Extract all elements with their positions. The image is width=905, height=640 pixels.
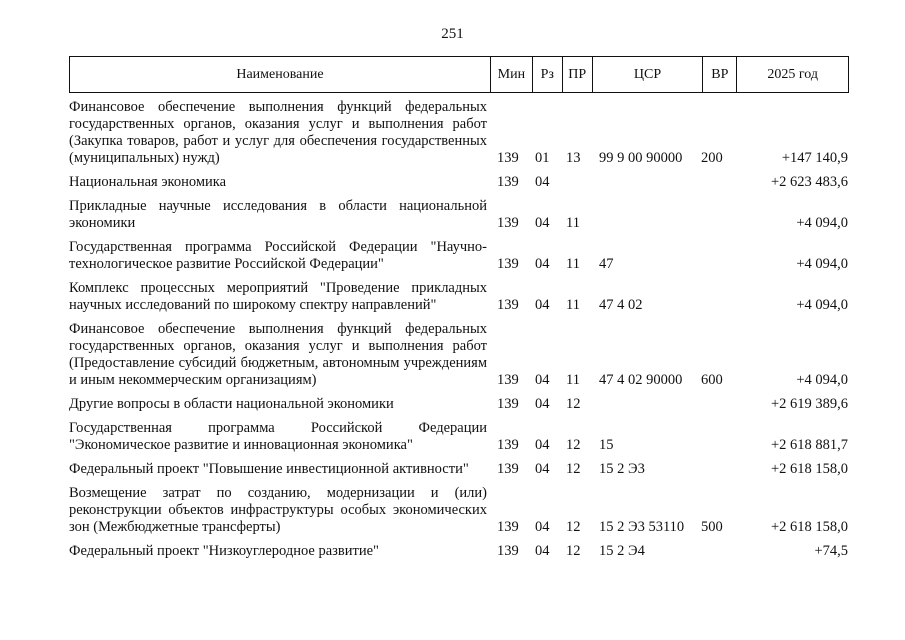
row-csr: 15 2 Э3 53110 bbox=[599, 519, 685, 535]
row-min: 139 bbox=[497, 396, 519, 412]
row-csr: 15 2 Э3 bbox=[599, 461, 645, 477]
column-header-vr: ВР bbox=[703, 57, 737, 92]
row-value-2025: +4 094,0 bbox=[796, 215, 848, 231]
row-rz: 04 bbox=[535, 297, 550, 313]
row-rz: 04 bbox=[535, 372, 550, 388]
row-rz: 04 bbox=[535, 519, 550, 535]
row-min: 139 bbox=[497, 256, 519, 272]
row-pr: 12 bbox=[566, 543, 581, 559]
row-value-2025: +2 618 158,0 bbox=[770, 519, 848, 535]
table-body bbox=[69, 99, 854, 567]
row-value-2025: +2 618 881,7 bbox=[770, 437, 848, 453]
row-pr: 12 bbox=[566, 519, 581, 535]
row-min: 139 bbox=[497, 215, 519, 231]
row-pr: 12 bbox=[566, 396, 581, 412]
table-row bbox=[69, 461, 854, 478]
table-row bbox=[69, 198, 854, 232]
row-pr: 12 bbox=[566, 437, 581, 453]
column-header-csr: ЦСР bbox=[593, 57, 704, 92]
column-header-rz: Рз bbox=[533, 57, 563, 92]
row-name: Комплекс процессных мероприятий "Проведение прикладных научных исследований по широкому спектру направлений" bbox=[69, 280, 487, 313]
row-min: 139 bbox=[497, 297, 519, 313]
row-value-2025: +4 094,0 bbox=[796, 297, 848, 313]
row-min: 139 bbox=[497, 519, 519, 535]
table-row bbox=[69, 420, 854, 454]
row-value-2025: +4 094,0 bbox=[796, 256, 848, 272]
row-pr: 13 bbox=[566, 150, 581, 166]
row-csr: 47 bbox=[599, 256, 614, 272]
row-rz: 01 bbox=[535, 150, 550, 166]
row-name: Государственная программа Российской Федерации "Научно-технологическое развитие Российской Федерации" bbox=[69, 239, 487, 272]
table-row bbox=[69, 174, 854, 191]
row-csr: 47 4 02 bbox=[599, 297, 643, 313]
row-name: Национальная экономика bbox=[69, 174, 227, 190]
table-row bbox=[69, 396, 854, 413]
row-rz: 04 bbox=[535, 256, 550, 272]
table-row bbox=[69, 321, 854, 389]
row-name: Финансовое обеспечение выполнения функций федеральных государственных органов, оказания услуг и выполнения работ (Предоставление субсидий бюджетным, автономным учреждениям и иным некоммерческим организациям) bbox=[69, 321, 487, 388]
row-pr: 11 bbox=[566, 215, 580, 231]
table-row bbox=[69, 99, 854, 167]
row-pr: 12 bbox=[566, 461, 581, 477]
column-header-min: Мин bbox=[491, 57, 533, 92]
page-number: 251 bbox=[441, 26, 464, 42]
row-rz: 04 bbox=[535, 396, 550, 412]
row-vr: 600 bbox=[701, 372, 723, 388]
row-csr: 15 2 Э4 bbox=[599, 543, 645, 559]
row-min: 139 bbox=[497, 461, 519, 477]
row-vr: 500 bbox=[701, 519, 723, 535]
row-name: Возмещение затрат по созданию, модернизации и (или) реконструкции объектов инфраструктуры особых экономических зон (Межбюджетные трансферты) bbox=[69, 485, 487, 535]
table-header bbox=[69, 56, 849, 93]
row-min: 139 bbox=[497, 437, 519, 453]
table-row bbox=[69, 485, 854, 536]
row-value-2025: +4 094,0 bbox=[796, 372, 848, 388]
row-min: 139 bbox=[497, 372, 519, 388]
row-vr: 200 bbox=[701, 150, 723, 166]
row-value-2025: +2 623 483,6 bbox=[770, 174, 848, 190]
row-pr: 11 bbox=[566, 256, 580, 272]
table-row bbox=[69, 280, 854, 314]
row-value-2025: +147 140,9 bbox=[781, 150, 848, 166]
row-rz: 04 bbox=[535, 215, 550, 231]
row-name: Другие вопросы в области национальной экономики bbox=[69, 396, 394, 412]
row-csr: 15 bbox=[599, 437, 614, 453]
row-rz: 04 bbox=[535, 437, 550, 453]
row-csr: 47 4 02 90000 bbox=[599, 372, 683, 388]
row-value-2025: +74,5 bbox=[814, 543, 848, 559]
row-name: Федеральный проект "Повышение инвестиционной активности" bbox=[69, 461, 469, 477]
row-pr: 11 bbox=[566, 372, 580, 388]
row-csr: 99 9 00 90000 bbox=[599, 150, 683, 166]
row-value-2025: +2 619 389,6 bbox=[770, 396, 848, 412]
column-header-name: Наименование bbox=[70, 57, 491, 92]
row-min: 139 bbox=[497, 150, 519, 166]
table-row bbox=[69, 239, 854, 273]
row-rz: 04 bbox=[535, 174, 550, 190]
row-name: Федеральный проект "Низкоуглеродное развитие" bbox=[69, 543, 379, 559]
row-rz: 04 bbox=[535, 543, 550, 559]
row-rz: 04 bbox=[535, 461, 550, 477]
row-pr: 11 bbox=[566, 297, 580, 313]
column-header-2025: 2025 год bbox=[767, 67, 818, 82]
row-name: Государственная программа Российской Федерации "Экономическое развитие и инновационная экономика" bbox=[69, 420, 487, 453]
row-value-2025: +2 618 158,0 bbox=[770, 461, 848, 477]
row-name: Прикладные научные исследования в области национальной экономики bbox=[69, 198, 487, 231]
table-row bbox=[69, 543, 854, 560]
column-header-pr: ПР bbox=[563, 57, 593, 92]
row-min: 139 bbox=[497, 543, 519, 559]
row-min: 139 bbox=[497, 174, 519, 190]
row-name: Финансовое обеспечение выполнения функций федеральных государственных органов, оказания услуг и выполнения работ (Закупка товаров, работ и услуг для обеспечения государственных (муниципальных) нужд) bbox=[69, 99, 487, 166]
